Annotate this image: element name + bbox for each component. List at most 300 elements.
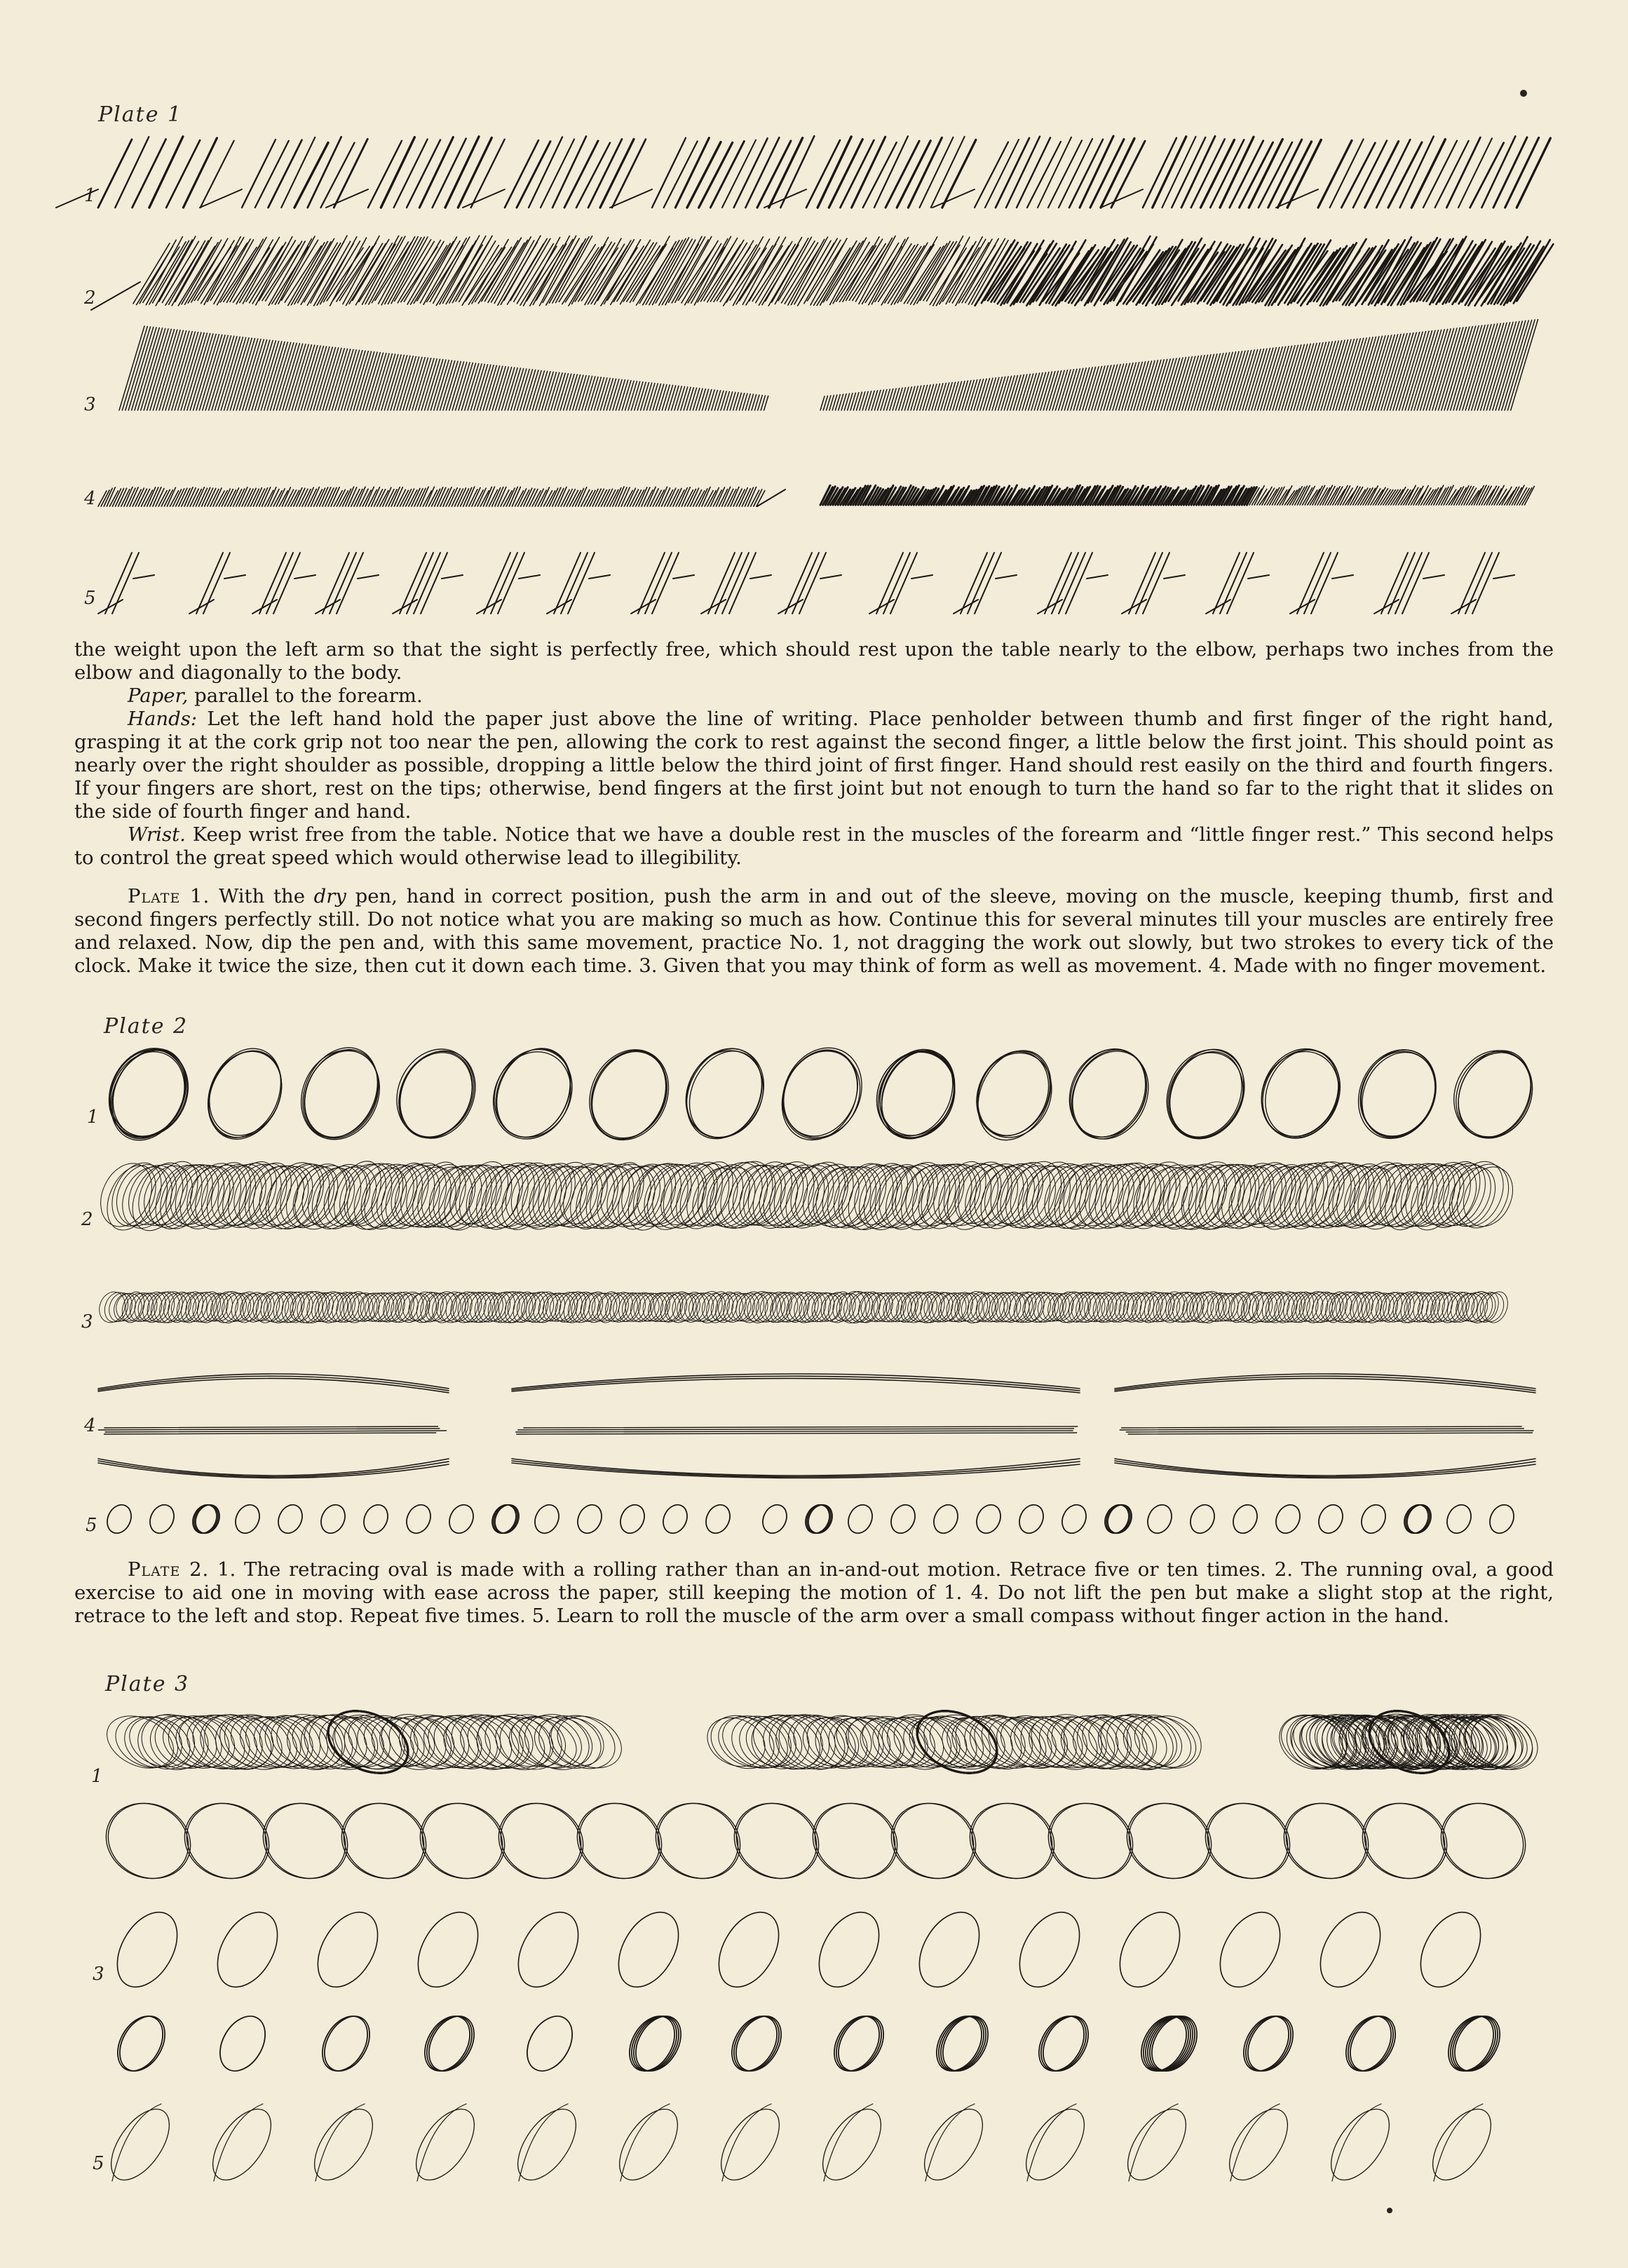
- paper-text: parallel to the forearm.: [188, 684, 423, 707]
- push-pull-stroke: [1287, 140, 1321, 208]
- push-pull-stroke: [1378, 335, 1402, 410]
- push-pull-stroke: [412, 358, 428, 410]
- push-pull-stroke: [1303, 342, 1323, 410]
- push-pull-stroke: [1275, 346, 1295, 410]
- push-pull-stroke: [1296, 343, 1317, 410]
- text-1-hands: [74, 708, 1554, 823]
- small-oval: [887, 1501, 920, 1537]
- entry-stroke: [925, 2104, 975, 2181]
- push-pull-stroke: [690, 388, 697, 410]
- plate-3-row-1-number: 1: [91, 1766, 103, 1787]
- push-pull-stroke: [1043, 372, 1055, 410]
- push-pull-stroke: [210, 243, 247, 301]
- entry-stroke: [1230, 2104, 1280, 2181]
- push-pull-stroke: [736, 393, 741, 410]
- lateral-stroke: [1128, 1433, 1532, 1434]
- push-pull-stroke: [527, 370, 538, 410]
- push-pull-stroke: [985, 140, 1019, 208]
- push-pull-stroke: [203, 553, 230, 614]
- push-pull-stroke: [1291, 344, 1310, 410]
- push-pull-stroke: [414, 553, 440, 614]
- short-stroke: [1366, 488, 1376, 505]
- tail-stroke: [1248, 575, 1269, 579]
- entry-stroke: [1434, 2104, 1483, 2181]
- push-pull-stroke: [696, 389, 703, 410]
- push-pull-stroke: [792, 553, 819, 614]
- push-pull-stroke: [876, 553, 903, 614]
- push-pull-stroke: [785, 553, 812, 614]
- push-pull-stroke: [400, 553, 426, 614]
- small-oval: [1229, 1501, 1262, 1537]
- retraced-oval: [211, 2009, 274, 2079]
- running-oval-loop: [786, 1154, 855, 1234]
- push-pull-stroke: [557, 374, 569, 410]
- lateral-stroke: [516, 1431, 1073, 1432]
- text-2-paragraph: [74, 885, 1554, 978]
- paper-label: Paper,: [128, 684, 189, 707]
- push-pull-stroke: [674, 386, 681, 410]
- push-pull-stroke: [714, 391, 720, 410]
- plate-2-row-5-small-ovals: [98, 1501, 1556, 1537]
- small-oval: [574, 1501, 606, 1537]
- push-pull-stroke: [1270, 346, 1289, 410]
- push-pull-stroke: [984, 247, 1021, 300]
- push-pull-stroke: [866, 391, 871, 410]
- push-pull-stroke: [289, 344, 308, 410]
- push-pull-stroke: [904, 387, 911, 410]
- push-pull-stroke: [181, 333, 204, 410]
- push-pull-stroke: [1131, 362, 1146, 410]
- small-oval: [803, 1501, 836, 1537]
- small-oval: [402, 1501, 435, 1537]
- push-pull-stroke: [1052, 553, 1078, 614]
- push-pull-stroke: [440, 361, 455, 410]
- push-pull-stroke: [724, 391, 729, 410]
- push-pull-stroke: [461, 363, 475, 410]
- push-pull-stroke: [409, 358, 426, 410]
- small-oval: [1058, 1501, 1091, 1537]
- push-pull-stroke: [573, 375, 583, 410]
- push-pull-stroke: [1149, 360, 1165, 410]
- push-pull-stroke: [536, 371, 548, 410]
- running-oval-loop: [653, 1155, 724, 1237]
- push-pull-stroke: [878, 390, 884, 410]
- single-oval: [1108, 1902, 1192, 1997]
- ink-dot-top: [1520, 90, 1527, 97]
- push-pull-stroke: [850, 393, 855, 410]
- push-pull-stroke: [1279, 345, 1298, 410]
- instruction-text-2: [74, 885, 1554, 978]
- single-oval: [1208, 1902, 1292, 1997]
- push-pull-stroke: [1143, 553, 1169, 614]
- push-pull-stroke: [638, 553, 665, 614]
- push-pull-stroke: [718, 391, 724, 410]
- slanted-oval: [405, 2099, 486, 2189]
- push-pull-stroke: [887, 389, 893, 410]
- push-pull-stroke: [975, 142, 1008, 208]
- entry-stroke: [519, 2104, 568, 2181]
- push-pull-stroke: [1158, 358, 1174, 410]
- push-pull-stroke: [1161, 358, 1176, 410]
- small-oval: [317, 1501, 350, 1537]
- single-oval: [506, 1902, 590, 1997]
- plate-3-row-5-slanted-ovals: [98, 2097, 1556, 2195]
- running-oval-loop: [1051, 1288, 1084, 1325]
- push-pull-stroke: [1201, 140, 1235, 208]
- push-pull-stroke: [137, 328, 162, 410]
- small-oval: [190, 1501, 223, 1537]
- short-stroke: [1330, 487, 1340, 505]
- push-pull-stroke: [848, 393, 853, 410]
- text-1-intro: the weight upon the left arm so that the sight is perfectly free, which should rest upon the table nearly to the elbow, perhaps two inches from the elbow and diagonally to the body.: [74, 638, 1554, 684]
- push-pull-stroke: [1402, 553, 1429, 614]
- push-pull-stroke: [542, 372, 553, 410]
- push-pull-stroke: [1050, 371, 1061, 410]
- push-pull-stroke: [1465, 553, 1492, 614]
- single-oval: [105, 1902, 189, 1997]
- lateral-stroke: [518, 1429, 1074, 1430]
- plate-3-row-5-number: 5: [93, 2153, 104, 2174]
- push-pull-stroke: [159, 330, 183, 410]
- push-pull-stroke: [1387, 333, 1410, 410]
- text-1-paper: [74, 684, 1554, 708]
- push-pull-stroke: [708, 390, 714, 410]
- tail-stroke: [673, 575, 694, 579]
- push-pull-stroke: [437, 360, 452, 410]
- push-pull-stroke: [520, 370, 532, 410]
- push-pull-stroke: [722, 553, 749, 614]
- small-oval: [1102, 1501, 1135, 1537]
- push-pull-stroke: [560, 374, 571, 410]
- push-pull-stroke: [1300, 343, 1320, 410]
- plate-2-row-4-number: 4: [84, 1415, 96, 1436]
- lateral-stroke: [104, 1433, 436, 1434]
- entry-stroke: [1027, 2104, 1076, 2181]
- push-pull-stroke: [498, 553, 524, 614]
- push-pull-stroke: [1417, 330, 1441, 410]
- push-pull-stroke: [568, 553, 595, 614]
- push-pull-stroke: [243, 339, 264, 410]
- push-pull-stroke: [1305, 342, 1326, 410]
- push-pull-stroke: [1458, 553, 1485, 614]
- push-pull-stroke: [286, 344, 306, 410]
- push-pull-stroke: [975, 553, 1001, 614]
- push-pull-stroke: [1220, 553, 1247, 614]
- single-oval: [807, 1902, 891, 1997]
- push-pull-stroke: [1375, 335, 1397, 410]
- push-pull-stroke: [1129, 553, 1155, 614]
- push-pull-stroke: [1034, 372, 1045, 410]
- short-stroke: [1522, 488, 1532, 505]
- small-oval: [360, 1501, 393, 1537]
- small-oval: [489, 1501, 522, 1537]
- entry-stroke: [112, 2104, 161, 2181]
- push-pull-stroke: [1134, 361, 1148, 410]
- push-pull-stroke: [282, 240, 318, 300]
- text-2-part-2: pen, hand in correct position, push the arm in and out of the sleeve, moving on the muscle, keeping thumb, first and second fingers perfectly still. Do not notice what you are making so much as how. Continue this for several minutes till your muscles are entirely free and relaxed. Now, dip the pen and, with this same movement, practice No. 1, not dragging the work out slowly, but two strokes to every tick of the clock. Make it twice the size, then cut it down each time. 3. Given that you may think of form as well as movement. 4. Made with no finger movement.: [74, 885, 1554, 977]
- push-pull-stroke: [1366, 335, 1388, 410]
- push-pull-stroke: [1396, 332, 1419, 410]
- push-pull-stroke: [1059, 553, 1085, 614]
- push-pull-stroke: [1266, 346, 1285, 410]
- slanted-oval: [506, 2099, 588, 2189]
- slanted-oval: [303, 2099, 384, 2189]
- push-pull-stroke: [261, 342, 281, 410]
- push-pull-stroke: [144, 329, 168, 410]
- tail-stroke: [294, 575, 316, 579]
- push-pull-stroke: [149, 137, 183, 208]
- push-pull-stroke: [258, 341, 279, 410]
- tail-stroke: [750, 575, 771, 579]
- push-pull-stroke: [727, 392, 733, 410]
- push-pull-stroke: [187, 333, 210, 410]
- push-pull-stroke: [449, 362, 464, 410]
- plate-1-row-4-number: 4: [84, 488, 96, 509]
- plate-1-row-3-number: 3: [84, 394, 96, 415]
- slanted-oval: [1015, 2099, 1096, 2189]
- retraced-oval: [578, 1039, 680, 1152]
- push-pull-stroke: [421, 359, 437, 410]
- small-oval: [1315, 1501, 1348, 1537]
- short-stroke: [1320, 488, 1330, 505]
- push-pull-stroke: [428, 360, 443, 410]
- plate-2-row-2-running-oval: [98, 1150, 1556, 1234]
- push-pull-stroke: [133, 139, 166, 208]
- push-pull-stroke: [105, 553, 132, 614]
- retraced-oval: [289, 1035, 392, 1149]
- push-pull-stroke: [266, 553, 293, 614]
- plate-2-row-1-retraced-ovals: [98, 1038, 1556, 1143]
- push-pull-stroke: [730, 392, 735, 410]
- push-pull-stroke: [810, 238, 847, 305]
- lead-in-stroke: [91, 282, 140, 310]
- push-pull-stroke: [705, 389, 712, 410]
- push-pull-stroke: [449, 236, 486, 304]
- slanted-oval: [201, 2099, 283, 2189]
- retraced-oval: [98, 1037, 199, 1151]
- push-pull-stroke: [304, 346, 323, 410]
- small-oval: [616, 1501, 649, 1537]
- push-pull-stroke: [175, 237, 212, 302]
- push-pull-stroke: [1294, 344, 1314, 410]
- plate-2-caption-label: Plate 2.: [128, 1558, 210, 1581]
- plate-1-row-2-number: 2: [84, 288, 96, 309]
- push-pull-stroke: [434, 360, 449, 410]
- push-pull-stroke: [267, 342, 287, 410]
- plate-2-row-3-number: 3: [81, 1311, 93, 1332]
- short-stroke: [1280, 490, 1289, 505]
- push-pull-stroke: [896, 388, 903, 410]
- push-pull-stroke: [163, 331, 186, 410]
- push-pull-stroke: [1405, 331, 1429, 410]
- push-pull-stroke: [1273, 346, 1292, 410]
- push-pull-stroke: [394, 139, 428, 208]
- push-pull-stroke: [208, 237, 244, 302]
- push-pull-stroke: [517, 369, 530, 410]
- small-oval: [231, 1501, 264, 1537]
- hands-label: Hands:: [128, 708, 198, 730]
- push-pull-stroke: [564, 374, 574, 410]
- instruction-text-3: [74, 1558, 1554, 1628]
- push-pull-stroke: [1181, 136, 1215, 208]
- push-pull-stroke: [687, 388, 694, 410]
- push-pull-stroke: [715, 553, 742, 614]
- push-pull-stroke: [1220, 137, 1254, 208]
- small-oval: [972, 1501, 1005, 1537]
- push-pull-stroke: [1029, 373, 1040, 410]
- push-pull-stroke: [733, 393, 739, 410]
- running-oval-loop: [102, 1155, 171, 1234]
- push-pull-stroke: [1025, 373, 1036, 410]
- push-pull-stroke: [576, 375, 586, 410]
- plate-1-caption-label: Plate 1.: [128, 885, 210, 907]
- plate-3-row-3-number: 3: [93, 1964, 104, 1985]
- entry-stroke: [214, 2104, 263, 2181]
- lateral-oval-loop: [121, 1708, 198, 1776]
- push-pull-stroke: [446, 361, 461, 410]
- push-pull-stroke: [298, 346, 318, 410]
- push-pull-stroke: [1384, 334, 1407, 410]
- push-pull-stroke: [190, 334, 213, 410]
- push-pull-stroke: [588, 244, 625, 304]
- tail-stroke: [1423, 575, 1444, 579]
- push-pull-stroke: [545, 372, 556, 410]
- push-pull-stroke: [554, 373, 565, 410]
- lateral-stroke: [1122, 1426, 1521, 1428]
- push-pull-stroke: [484, 553, 510, 614]
- push-pull-stroke: [1395, 553, 1422, 614]
- small-oval: [531, 1501, 564, 1537]
- small-oval: [445, 1501, 478, 1537]
- push-pull-stroke: [1052, 370, 1064, 410]
- push-pull-stroke: [1069, 140, 1103, 208]
- slanted-oval: [608, 2099, 689, 2189]
- push-pull-stroke: [902, 387, 909, 410]
- push-pull-stroke: [280, 344, 300, 410]
- push-pull-stroke: [146, 237, 182, 305]
- push-pull-stroke: [1210, 140, 1244, 208]
- push-pull-stroke: [1140, 360, 1155, 410]
- push-pull-stroke: [452, 362, 467, 410]
- push-pull-stroke: [425, 359, 440, 410]
- push-pull-stroke: [132, 328, 156, 410]
- small-oval: [1402, 1501, 1434, 1537]
- push-pull-stroke: [264, 342, 285, 410]
- small-oval: [1186, 1501, 1219, 1537]
- tail-stroke: [589, 575, 610, 579]
- slanted-oval: [100, 2099, 181, 2189]
- push-pull-stroke: [430, 360, 446, 410]
- lead-in-stroke: [463, 189, 505, 208]
- entry-stroke: [1129, 2104, 1178, 2181]
- plate-2-row-4-lateral-strokes: [98, 1361, 1556, 1487]
- push-pull-stroke: [1155, 359, 1170, 410]
- push-pull-stroke: [166, 140, 200, 208]
- wrist-text: Keep wrist free from the table. Notice that we have a double rest in the muscles of the forearm and “little finger rest.” This second helps to control the great speed which would otherwise lead to illegibility.: [74, 823, 1554, 869]
- push-pull-stroke: [684, 387, 691, 410]
- plate-1-row-5-number: 5: [84, 588, 96, 609]
- plate-1-row-1-push-pull-strokes: [91, 133, 1535, 210]
- plate-1-row-2-dense-push-pull: [91, 231, 1535, 312]
- small-oval: [1144, 1501, 1176, 1537]
- push-pull-stroke: [936, 245, 972, 306]
- push-pull-stroke: [419, 358, 434, 410]
- push-pull-stroke: [459, 363, 473, 410]
- single-oval: [1008, 1902, 1092, 1997]
- single-oval: [606, 1902, 691, 1997]
- push-pull-stroke: [1152, 359, 1167, 410]
- push-pull-stroke: [1055, 370, 1067, 410]
- push-pull-stroke: [1128, 362, 1143, 410]
- push-pull-stroke: [194, 334, 217, 410]
- push-pull-stroke: [1059, 139, 1092, 208]
- push-pull-stroke: [677, 386, 684, 410]
- push-pull-stroke: [1038, 372, 1049, 410]
- slanted-oval: [1116, 2099, 1198, 2189]
- push-pull-stroke: [156, 330, 180, 410]
- wrist-label: Wrist.: [128, 823, 186, 846]
- tail-stroke: [1164, 575, 1185, 579]
- push-pull-stroke: [1045, 553, 1071, 614]
- retraced-oval: [672, 1037, 775, 1151]
- push-pull-stroke: [165, 331, 189, 410]
- tail-stroke: [911, 575, 932, 579]
- small-oval: [1443, 1501, 1476, 1537]
- single-oval: [205, 1902, 290, 1997]
- push-pull-stroke: [996, 138, 1029, 208]
- push-pull-stroke: [893, 389, 899, 410]
- plate-3-row-2-connected-ovals: [91, 1792, 1556, 1890]
- entry-stroke: [417, 2104, 466, 2181]
- small-oval: [1486, 1501, 1519, 1537]
- plate-2-label: Plate 2: [104, 1014, 189, 1039]
- push-pull-stroke: [554, 553, 581, 614]
- push-pull-stroke: [881, 389, 887, 410]
- push-pull-stroke: [1010, 375, 1021, 410]
- push-pull-stroke: [168, 332, 192, 410]
- slanted-oval: [1320, 2099, 1401, 2189]
- running-oval-loop: [1288, 1289, 1317, 1325]
- push-pull-stroke: [533, 371, 545, 410]
- push-pull-stroke: [172, 332, 196, 410]
- push-pull-stroke: [1004, 376, 1015, 410]
- push-pull-stroke: [1261, 347, 1280, 410]
- entry-stroke: [1332, 2104, 1381, 2181]
- single-oval: [1308, 1902, 1392, 1997]
- push-pull-stroke: [1402, 332, 1426, 410]
- push-pull-stroke: [1146, 360, 1160, 410]
- small-oval: [759, 1501, 792, 1537]
- push-pull-stroke: [1008, 375, 1018, 410]
- tail-stroke: [224, 575, 245, 579]
- plate-1-row-3-graduated-strokes: [91, 323, 1535, 414]
- push-pull-stroke: [456, 363, 470, 410]
- push-pull-stroke: [242, 140, 276, 208]
- push-pull-stroke: [1312, 342, 1332, 410]
- slanted-oval: [1421, 2099, 1502, 2189]
- tail-stroke: [442, 575, 463, 579]
- push-pull-stroke: [421, 553, 447, 614]
- push-pull-stroke: [693, 389, 699, 410]
- small-oval: [1272, 1501, 1305, 1537]
- push-pull-stroke: [1315, 342, 1336, 410]
- push-pull-stroke: [271, 342, 291, 410]
- push-pull-stroke: [703, 389, 709, 410]
- plate-2-row-2-number: 2: [81, 1209, 93, 1230]
- short-stroke: [1486, 486, 1496, 505]
- retraced-oval: [195, 1039, 295, 1151]
- push-pull-stroke: [1137, 361, 1152, 410]
